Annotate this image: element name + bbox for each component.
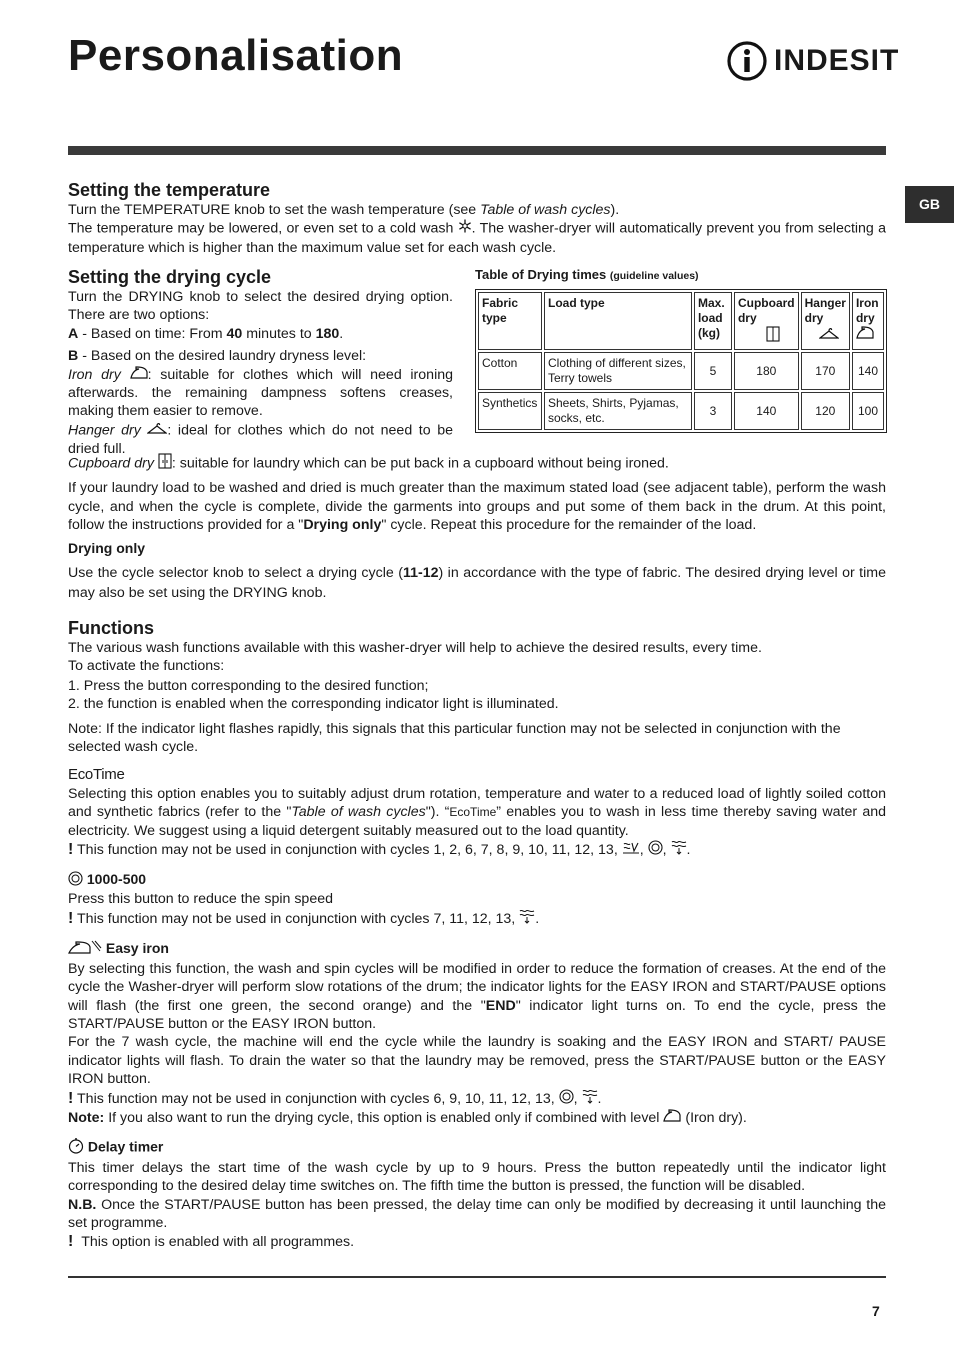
- table-header-iron: Iron dry: [852, 292, 884, 350]
- functions-step-2: 2. the function is enabled when the corresponding indicator light is illuminated.: [68, 696, 559, 713]
- table-row: [478, 352, 884, 390]
- table-cell: Synthetics: [478, 392, 542, 430]
- hanger-icon: [819, 326, 839, 344]
- drain-icon: [582, 1089, 598, 1109]
- table-header-hanger: Hanger dry: [801, 292, 850, 350]
- drying-continued: [68, 453, 886, 603]
- table-cell: Sheets, Shirts, Pyjamas, socks, etc.: [544, 392, 692, 430]
- temperature-line2: The temperature may be lowered, or even set to a cold wash . The washer-dryer will automatically prevent you from selecting a temperature which is higher than the maximum value set for each wash cycle.: [68, 220, 886, 256]
- brand-i-icon: [726, 40, 768, 82]
- table-cell: Clothing of different sizes, Terry towels: [544, 352, 692, 390]
- easy-iron-paragraph-1: By selecting this function, the wash and spin cycles will be modified in order to reduce the formation of creases. At the end of the cycle the Washer-dryer will perform slow rotations of the drum; the indicator lights for the EASY IRON and START/PAUSE options will flash (the first one green, the second orange) and the "END" indicator light turns on. To end the cycle, press the START/PAUSE button or the EASY IRON button.: [68, 960, 886, 1032]
- hanger-dry-desc: Hanger dry : ideal for clothes which do not need to be dried full.: [68, 422, 453, 458]
- functions-intro: The various wash functions available with this washer-dryer will help to achieve the desired results, every time.: [68, 640, 762, 656]
- delay-timer-heading: Delay timer: [68, 1137, 886, 1158]
- table-header-cupboard: Cupboard dry: [734, 292, 799, 350]
- drying-option-b: B - Based on the desired laundry dryness level:: [68, 348, 367, 365]
- stopwatch-icon: [68, 1137, 84, 1158]
- ecotime-logo: EcoTime: [68, 766, 125, 784]
- footer-rule: [68, 1276, 886, 1278]
- drying-only-heading: Drying only: [68, 539, 146, 556]
- iron-dry-icon: [130, 366, 148, 384]
- table-cell: 140: [852, 352, 884, 390]
- hanger-icon: [147, 421, 167, 440]
- cupboard-icon: [766, 326, 780, 346]
- warning-icon: !: [68, 909, 74, 927]
- drying-intro: Turn the DRYING knob to select the desired drying option. There are two options:: [68, 289, 453, 324]
- spin-icon: [648, 840, 663, 860]
- page-title: Personalisation: [68, 31, 404, 80]
- indesit-logo: [726, 40, 899, 82]
- table-cell: Cotton: [478, 352, 542, 390]
- easy-iron-heading: Easy iron: [68, 939, 886, 960]
- brand-name: INDESIT: [774, 44, 900, 77]
- temperature-line1: Turn the TEMPERATURE knob to set the wash temperature (see Table of wash cycles).: [68, 202, 620, 218]
- delay-timer-warning: ! This option is enabled with all programmes.: [68, 1232, 355, 1250]
- functions-intro-2: To activate the functions:: [68, 658, 225, 675]
- wool-icon: [622, 841, 640, 860]
- warning-icon: !: [68, 1089, 74, 1107]
- table-cell: 3: [694, 392, 732, 430]
- drying-heading: Setting the drying cycle: [68, 267, 272, 287]
- drying-only-paragraph: Use the cycle selector knob to select a drying cycle (11-12) in accordance with the type of fabric. The desired drying level or time may also be set using the DRYING knob.: [68, 565, 886, 602]
- delay-timer-paragraph: This timer delays the start time of the wash cycle by up to 9 hours. Press the button repeatedly until the indicator light corresponding to the desired delay time switches on. The fifth time the button is pressed, the function will be disabled.: [68, 1159, 886, 1195]
- iron-dry-desc: Iron dry : suitable for clothes which will need ironing afterwards. the remaining dampness softens creases, making them easier to remove.: [68, 366, 453, 420]
- ecotime-paragraph: Selecting this option enables you to suitably adjust drum rotation, temperature and water to a reduced load of lightly soiled cotton and synthetic fabrics (refer to the "Table of wash cycles"). “EcoTime” enables you to wash in less time thereby saving water and electricity. We suggest using a liquid detergent suitably measured out to the load quantity.: [68, 785, 886, 839]
- spin-icon: [68, 871, 83, 890]
- header-rule: [68, 146, 886, 155]
- table-row: [478, 392, 884, 430]
- spin-text: Press this button to reduce the spin speed: [68, 891, 333, 908]
- drying-option-a: A - Based on time: From 40 minutes to 180.: [68, 325, 344, 342]
- functions-note: Note: If the indicator light flashes rapidly, this signals that this particular function may not be selected in conjunction with the selected wash cycle.: [68, 720, 841, 756]
- table-header-row: [478, 292, 884, 350]
- functions-heading: Functions: [68, 618, 154, 638]
- large-load-paragraph: If your laundry load to be washed and dried is much greater than the maximum stated load (see adjacent table), perform the wash cycle, and when the cycle is complete, divide the garments into groups and put some of them back in the drum. At this point, follow the instructions provided for a "Drying only" cycle. Repeat this procedure for the remainder of the load.: [68, 480, 886, 534]
- table-header: Fabric type: [478, 292, 542, 350]
- table-header: Max. load (kg): [694, 292, 732, 350]
- iron-dry-icon: [663, 1109, 681, 1127]
- drying-table-block: [475, 266, 887, 433]
- drying-times-table: [475, 289, 887, 433]
- page-number: 7: [872, 1303, 880, 1319]
- table-cell: 170: [801, 352, 850, 390]
- drying-section: [68, 266, 453, 459]
- cupboard-dry-desc: Cupboard dry : suitable for laundry which can be put back in a cupboard without being ironed.: [68, 453, 886, 474]
- spin-icon: [559, 1089, 574, 1109]
- spin-warning: ! This function may not be used in conjunction with cycles 7, 11, 12, 13, .: [68, 909, 886, 929]
- ecotime-warning: ! This function may not be used in conjunction with cycles 1, 2, 6, 7, 8, 9, 10, 11, 12, 13, , , .: [68, 840, 886, 860]
- easy-iron-paragraph-2: For the 7 wash cycle, the machine will end the cycle while the laundry is soaking and the EASY IRON and START/ PAUSE indicator lights will flash. To drain the water so that the laundry may be removed, press the START/PAUSE button or the EASY IRON button.: [68, 1034, 886, 1088]
- cupboard-icon: [158, 453, 172, 474]
- table-title: Table of Drying times (guideline values): [475, 267, 699, 282]
- table-cell: 5: [694, 352, 732, 390]
- ecotime-label: [68, 766, 886, 784]
- temperature-heading: Setting the temperature: [68, 180, 271, 200]
- table-cell: 140: [734, 392, 799, 430]
- delay-timer-nb: N.B. Once the START/PAUSE button has been pressed, the delay time can only be modified by decreasing it until launching the set programme.: [68, 1196, 886, 1232]
- functions-step-1: 1. Press the button corresponding to the desired function;: [68, 677, 429, 694]
- language-tab: GB: [905, 186, 954, 223]
- iron-dry-icon: [856, 326, 874, 343]
- temperature-section: [68, 179, 886, 257]
- table-cell: 100: [852, 392, 884, 430]
- spin-heading: 1000-500: [68, 870, 886, 890]
- table-cell: 180: [734, 352, 799, 390]
- table-header: Load type: [544, 292, 692, 350]
- easy-iron-note: Note: If you also want to run the drying cycle, this option is enabled only if combined with level (Iron dry).: [68, 1110, 747, 1127]
- snowflake-icon: [458, 219, 472, 238]
- table-cell: 120: [801, 392, 850, 430]
- drain-icon: [519, 909, 535, 929]
- warning-icon: !: [68, 1232, 74, 1250]
- warning-icon: !: [68, 841, 74, 859]
- drain-icon: [671, 840, 687, 860]
- easy-iron-icon: [68, 939, 102, 959]
- functions-section: [68, 617, 886, 1251]
- easy-iron-warning: ! This function may not be used in conjunction with cycles 6, 9, 10, 11, 12, 13, , .: [68, 1089, 886, 1109]
